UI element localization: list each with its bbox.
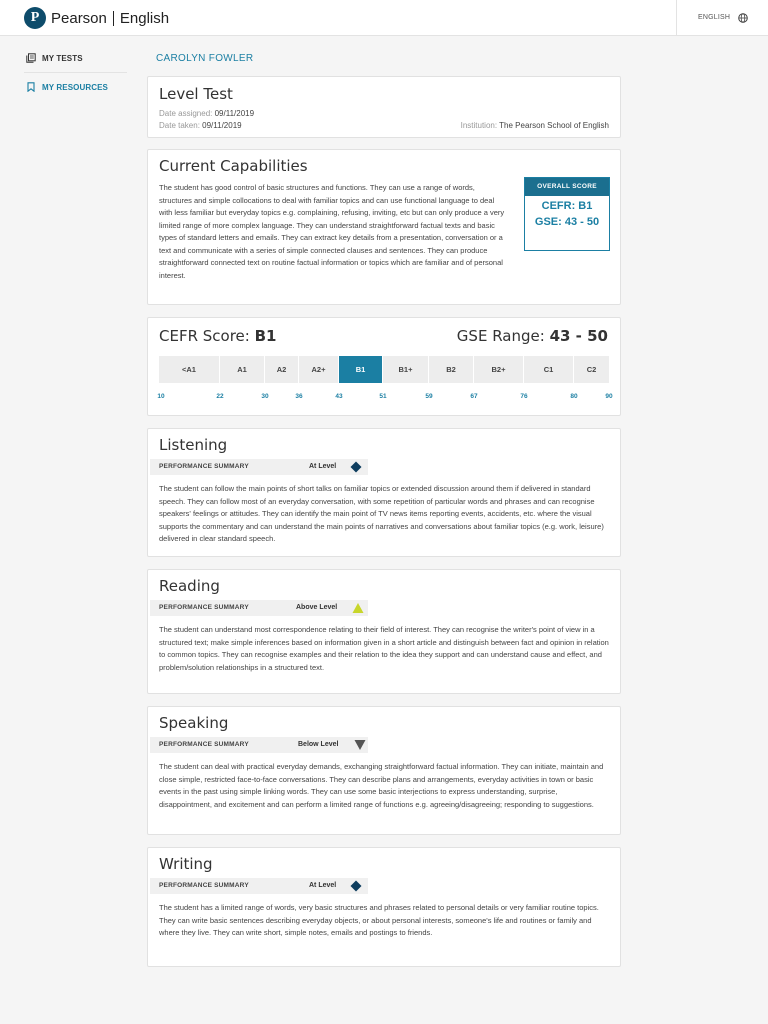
gse-tick-label: 51	[379, 393, 387, 400]
skill-title: Speaking	[159, 714, 229, 732]
skill-description: The student can understand most correspondence relating to their field of interest. They can recognise the writer's point of view in a structured text; make simple inferences based on information given in a short article and distinguish between fact and opinion in relation to common topics. They can recognise examples and their relation to the idea they support and can understand cause and effect, and problem/solution relationships in a structured text.	[159, 625, 609, 672]
language-selector[interactable]: ENGLISH	[698, 14, 731, 21]
level-segment: B2+	[474, 356, 524, 383]
sidebar-item-my-tests[interactable]	[26, 53, 83, 63]
gse-tick-label: 43	[335, 393, 343, 400]
performance-summary-label: PERFORMANCE SUMMARY	[159, 741, 249, 748]
gse-tick-label: 22	[216, 393, 224, 400]
performance-summary-label: PERFORMANCE SUMMARY	[159, 882, 249, 889]
performance-summary	[150, 878, 368, 894]
triangle-down-icon	[354, 739, 366, 751]
gse-tick-label: 30	[261, 393, 269, 400]
gse-tick-label: 10	[157, 393, 165, 400]
gse-tick-label: 80	[570, 393, 578, 400]
writing-card	[147, 847, 621, 967]
skill-title: Writing	[159, 855, 213, 873]
level-segment: A2	[265, 356, 299, 383]
overall-score-box	[524, 177, 610, 251]
bookmark-icon	[26, 82, 36, 92]
date-assigned-label: Date assigned:	[159, 109, 213, 118]
skill-description: The student has a limited range of words, very basic structures and phrases related to personal details or very familiar routine topics. They can write basic sentences describing everyday objects, or about personal interests, someone's life and routines or family and where they live. They can write short, simple notes, emails and postings to friends.	[159, 903, 599, 937]
cefr-score-heading	[159, 327, 277, 345]
performance-level: At Level	[309, 882, 337, 889]
skill-title: Reading	[159, 577, 220, 595]
overall-cefr: CEFR: B1	[541, 200, 593, 212]
performance-level: Above Level	[296, 604, 338, 611]
pearson-logo[interactable]	[24, 6, 169, 30]
skill-description: The student can deal with practical everyday demands, exchanging straightforward factual information. They can initiate, maintain and close simple, restricted face-to-face conversations. They can describe plans and arrangements, everyday activities in town or basic events in the past using simple linking words. They can use some basic interjections to express understanding, surprise, disappointment, and excitement and can perform a limited range of functions e.g. agreeing/disagreeing; responding to suggestions.	[159, 762, 604, 809]
current-capabilities-card	[147, 149, 621, 305]
tests-icon	[26, 53, 36, 63]
diamond-icon	[350, 461, 362, 473]
gse-tick-label: 90	[605, 393, 613, 400]
level-segment: A2+	[299, 356, 339, 383]
skill-title: Listening	[159, 436, 228, 454]
date-assigned	[159, 109, 254, 118]
gse-range-label: GSE Range:	[456, 327, 545, 345]
gse-tick-label: 76	[520, 393, 528, 400]
capabilities-title: Current Capabilities	[159, 157, 308, 175]
gse-tick-label: 36	[295, 393, 303, 400]
score-scale-card	[147, 317, 621, 416]
gse-tick-label: 67	[470, 393, 478, 400]
speaking-card	[147, 706, 621, 835]
date-taken	[159, 121, 242, 130]
globe-icon[interactable]	[738, 13, 748, 23]
sidebar-item-label: MY TESTS	[42, 53, 83, 63]
reading-card	[147, 569, 621, 694]
performance-level: At Level	[309, 463, 337, 470]
level-segment: C2	[586, 365, 597, 374]
logo-divider	[113, 11, 114, 26]
performance-summary	[150, 459, 368, 475]
overall-gse: GSE: 43 - 50	[534, 216, 600, 228]
pearson-logo-mark: P	[24, 7, 46, 29]
performance-summary	[150, 600, 368, 616]
gse-range-value: 43 - 50	[549, 327, 608, 345]
student-name: CAROLYN FOWLER	[156, 53, 254, 64]
level-test-title: Level Test	[159, 85, 233, 103]
performance-summary-label: PERFORMANCE SUMMARY	[159, 463, 249, 470]
skill-description: The student can follow the main points of short talks on familiar topics or extended discussion around them if delivered in standard speech. They can follow most of an everyday conversation, with some repetition of particular words and phrases and can recognise speakers' feelings or attitudes. They can identify the main point of TV news items reporting events, accidents, etc. where the visual supports the commentary and can understand the main points of narratives and conversations about familiar topics (e.g. work, leisure) delivered in clear standard speech.	[159, 484, 604, 543]
institution-label: Institution:	[460, 121, 498, 130]
brand-name: Pearson	[51, 9, 107, 27]
date-assigned-value: 09/11/2019	[214, 109, 255, 118]
performance-summary-label: PERFORMANCE SUMMARY	[159, 604, 249, 611]
institution	[461, 121, 609, 130]
overall-score-label: OVERALL SCORE	[525, 178, 609, 196]
sidebar-item-my-resources[interactable]	[26, 82, 108, 92]
cefr-level-bar	[159, 356, 609, 383]
performance-level: Below Level	[298, 741, 339, 748]
institution-value: The Pearson School of English	[499, 121, 609, 130]
date-taken-label: Date taken:	[159, 121, 200, 130]
listening-card	[147, 428, 621, 557]
triangle-up-icon	[352, 602, 364, 614]
level-segment: B2	[429, 356, 474, 383]
level-segment: C1	[524, 356, 574, 383]
capabilities-description: The student has good control of basic structures and functions. They can use a range of words, structures and simple collocations to deal with familiar topics and can use functional language to deal with less familiar but everyday topics e.g. complaining, refusing, inviting, etc but can only produce a very limited range of more complex language. They can understand straightforward factual texts and basic types of standard letters and emails. They can extract key details from a presentation, conversation or a text and communicate with a series of simple connected clauses and sentences. They can produce straightforward connected text on routine factual information or topics which are familiar and of personal interest.	[159, 183, 505, 280]
gse-tick-label: 59	[425, 393, 433, 400]
level-segment: <A1	[159, 356, 220, 383]
top-bar	[0, 0, 768, 36]
product-name: English	[119, 9, 170, 27]
level-test-card	[147, 76, 621, 138]
performance-summary	[150, 737, 368, 753]
cefr-score-value: B1	[254, 327, 277, 345]
gse-range-heading	[457, 327, 608, 345]
diamond-icon	[350, 880, 362, 892]
header-divider	[676, 0, 677, 36]
level-segment-active: B1	[339, 356, 383, 383]
level-segment: B1+	[383, 356, 429, 383]
cefr-score-label: CEFR Score:	[159, 327, 250, 345]
level-segment: A1	[220, 356, 265, 383]
sidebar-item-label: MY RESOURCES	[42, 82, 108, 92]
sidebar-divider	[24, 72, 127, 73]
date-taken-value: 09/11/2019	[202, 121, 242, 130]
